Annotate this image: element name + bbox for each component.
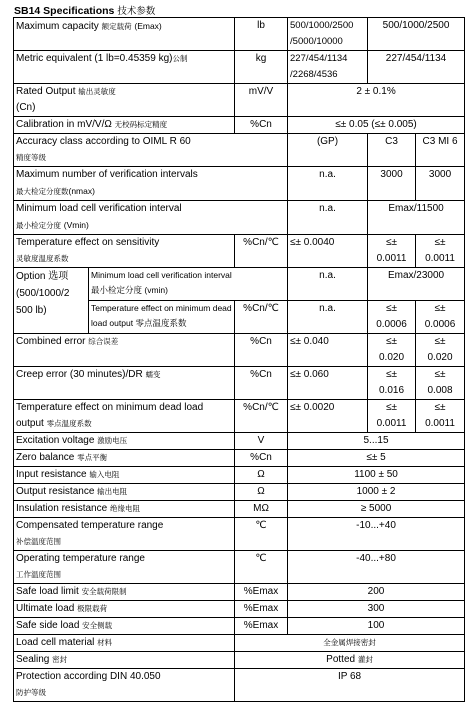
row-label: Accuracy class according to OIML R 60 精度等级 xyxy=(14,134,288,167)
row-value: n.a. xyxy=(288,301,368,334)
table-row xyxy=(14,669,465,702)
row-value: 300 xyxy=(288,601,465,618)
row-value: ≤± 0.05 (≤± 0.005) xyxy=(288,117,465,134)
row-value: -10...+40 xyxy=(288,518,465,551)
row-value: 500/1000/2500 /5000/10000 xyxy=(288,18,368,51)
row-value: ≥ 5000 xyxy=(288,501,465,518)
option-label: Option 选项 (500/1000/2 500 lb) xyxy=(14,268,89,334)
row-value: n.a. xyxy=(288,268,368,301)
row-unit: lb xyxy=(235,18,288,51)
table-row xyxy=(14,367,465,400)
row-label: Temperature effect on sensitivity 灵敏度温度系数 xyxy=(14,235,235,268)
table-row xyxy=(14,18,465,51)
table-row xyxy=(14,618,465,635)
row-unit: %Cn/℃ xyxy=(235,301,288,334)
row-unit: Ω xyxy=(235,484,288,501)
row-label: Compensated temperature range 补偿温度范围 xyxy=(14,518,235,551)
row-label: Temperature effect on minimum dead load output 零点温度系数 xyxy=(14,400,235,433)
spec-table xyxy=(13,17,465,702)
row-unit: %Cn xyxy=(235,450,288,467)
row-value: ≤± 0.0020 xyxy=(288,400,368,433)
spec-title-cn: 技术参数 xyxy=(117,6,156,17)
row-value: ≤± 0.020 xyxy=(416,334,465,367)
row-unit: Ω xyxy=(235,467,288,484)
row-unit: ℃ xyxy=(235,551,288,584)
row-label: Protection according DIN 40.050 防护等级 xyxy=(14,669,235,702)
row-value: Potted 灌封 xyxy=(235,652,465,669)
row-value: 全金属焊接密封 xyxy=(235,635,465,652)
table-row xyxy=(14,450,465,467)
row-label: Rated Output 输出灵敏度 (Cn) xyxy=(14,84,235,117)
table-row xyxy=(14,334,465,367)
spec-title xyxy=(14,3,155,17)
row-value: 3000 xyxy=(416,167,465,201)
row-value: ≤± 0.0011 xyxy=(416,235,465,268)
row-value: 200 xyxy=(288,584,465,601)
row-value: ≤± 0.0006 xyxy=(368,301,416,334)
table-row xyxy=(14,201,465,235)
row-unit: %Emax xyxy=(235,584,288,601)
table-row xyxy=(14,551,465,584)
row-label: Excitation voltage 激励电压 xyxy=(14,433,235,450)
table-row xyxy=(14,433,465,450)
row-unit: kg xyxy=(235,51,288,84)
table-row xyxy=(14,484,465,501)
row-value: 2 ± 0.1% xyxy=(288,84,465,117)
table-row xyxy=(14,601,465,618)
row-value: 227/454/1134 /2268/4536 xyxy=(288,51,368,84)
option-sub-label: Minimum load cell verification interval 最小检定分度 (vmin) xyxy=(89,268,288,301)
row-label: Metric equivalent (1 lb=0.45359 kg)公制 xyxy=(14,51,235,84)
row-label: Maximum number of verification intervals 最大检定分度数(nmax) xyxy=(14,167,288,201)
row-label: Creep error (30 minutes)/DR 蠕变 xyxy=(14,367,235,400)
row-value: 500/1000/2500 xyxy=(368,18,465,51)
row-label: Operating temperature range 工作温度范围 xyxy=(14,551,235,584)
row-value: C3 xyxy=(368,134,416,167)
row-value: ≤± 0.060 xyxy=(288,367,368,400)
row-value: Emax/23000 xyxy=(368,268,465,301)
row-label: Safe side load 安全侧载 xyxy=(14,618,235,635)
row-value: (GP) xyxy=(288,134,368,167)
row-value: ≤± 0.0011 xyxy=(368,235,416,268)
row-value: ≤± 0.0011 xyxy=(368,400,416,433)
row-value: IP 68 xyxy=(235,669,465,702)
row-value: 100 xyxy=(288,618,465,635)
table-row xyxy=(14,84,465,117)
row-label: Calibration in mV/V/Ω 无校码标定精度 xyxy=(14,117,235,134)
row-value: 5...15 xyxy=(288,433,465,450)
row-value: ≤± 0.0040 xyxy=(288,235,368,268)
row-unit: %Cn xyxy=(235,367,288,400)
row-value: ≤± 0.040 xyxy=(288,334,368,367)
row-label: Insulation resistance 绝缘电阻 xyxy=(14,501,235,518)
row-label: Maximum capacity 额定载荷 (Emax) xyxy=(14,18,235,51)
row-value: Emax/11500 xyxy=(368,201,465,235)
table-row xyxy=(14,652,465,669)
spec-title-en: SB14 Specifications xyxy=(14,5,115,17)
table-row xyxy=(14,235,465,268)
row-label: Safe load limit 安全载荷限制 xyxy=(14,584,235,601)
row-label: Ultimate load 极限载荷 xyxy=(14,601,235,618)
row-value: C3 MI 6 xyxy=(416,134,465,167)
row-label: Input resistance 输入电阻 xyxy=(14,467,235,484)
row-value: ≤± 0.0011 xyxy=(416,400,465,433)
row-value: n.a. xyxy=(288,167,368,201)
row-value: n.a. xyxy=(288,201,368,235)
table-row xyxy=(14,134,465,167)
row-label: Combined error 综合误差 xyxy=(14,334,235,367)
row-value: 227/454/1134 xyxy=(368,51,465,84)
row-unit: %Emax xyxy=(235,601,288,618)
table-row xyxy=(14,400,465,433)
row-unit: %Emax xyxy=(235,618,288,635)
table-row xyxy=(14,268,465,301)
row-unit: MΩ xyxy=(235,501,288,518)
table-row xyxy=(14,501,465,518)
row-unit: %Cn/℃ xyxy=(235,235,288,268)
row-value: ≤± 0.016 xyxy=(368,367,416,400)
row-unit: ℃ xyxy=(235,518,288,551)
table-row xyxy=(14,584,465,601)
row-unit: %Cn xyxy=(235,334,288,367)
row-label: Sealing 密封 xyxy=(14,652,235,669)
row-value: 1000 ± 2 xyxy=(288,484,465,501)
table-row xyxy=(14,51,465,84)
table-row xyxy=(14,467,465,484)
option-sub-label: Temperature effect on minimum dead load output 零点温度系数 xyxy=(89,301,235,334)
table-row xyxy=(14,167,465,201)
row-value: ≤± 0.020 xyxy=(368,334,416,367)
row-value: 1100 ± 50 xyxy=(288,467,465,484)
row-value: ≤± 0.0006 xyxy=(416,301,465,334)
row-label: Output resistance 输出电阻 xyxy=(14,484,235,501)
row-value: ≤± 5 xyxy=(288,450,465,467)
table-row xyxy=(14,518,465,551)
row-unit: mV/V xyxy=(235,84,288,117)
row-label: Minimum load cell verification interval 最小检定分度 (Vmin) xyxy=(14,201,288,235)
row-value: ≤± 0.008 xyxy=(416,367,465,400)
row-unit: %Cn xyxy=(235,117,288,134)
row-label: Zero balance 零点平衡 xyxy=(14,450,235,467)
row-value: -40...+80 xyxy=(288,551,465,584)
row-value: 3000 xyxy=(368,167,416,201)
row-unit: %Cn/℃ xyxy=(235,400,288,433)
row-unit: V xyxy=(235,433,288,450)
row-label: Load cell material 材料 xyxy=(14,635,235,652)
table-row xyxy=(14,117,465,134)
table-row xyxy=(14,635,465,652)
